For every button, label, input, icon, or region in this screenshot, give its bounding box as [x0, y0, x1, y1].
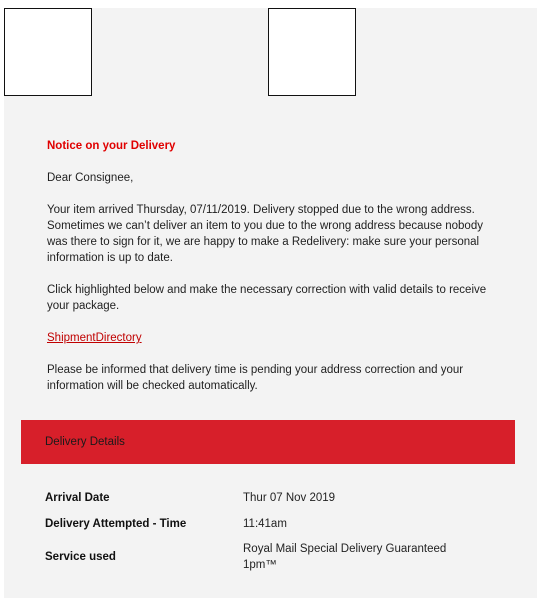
detail-value: 11:41am: [243, 518, 287, 530]
banner-title: Delivery Details: [45, 436, 125, 448]
detail-label: Arrival Date: [45, 492, 110, 504]
email-content: [47, 138, 492, 410]
shipment-directory-link[interactable]: ShipmentDirectory: [47, 332, 142, 344]
detail-label: Delivery Attempted - Time: [45, 518, 187, 530]
detail-value: Thur 07 Nov 2019: [243, 492, 336, 504]
instruction-paragraph: Click highlighted below and make the necessary correction with valid details to receive your package.: [47, 284, 487, 312]
arrival-paragraph: Your item arrived Thursday, 07/11/2019. Delivery stopped due to the wrong address. Sometimes we can’t deliver an item to you due to the wrong address because nobody was there to sign for it, we are happy to make a Redelivery: make sure your personal information is up to date.: [47, 204, 483, 264]
greeting: Dear Consignee,: [47, 172, 134, 184]
detail-row-service-used: [45, 540, 505, 574]
delivery-details-banner: [21, 420, 515, 464]
pending-paragraph: Please be informed that delivery time is pending your address correction and your information will be checked automatically.: [47, 364, 464, 392]
detail-value: Royal Mail Special Delivery Guaranteed 1pm™: [243, 543, 447, 571]
delivery-details-table: [45, 490, 505, 574]
broken-image-left: [4, 8, 92, 96]
detail-row-attempted-time: [45, 516, 505, 540]
broken-image-right: [268, 8, 356, 96]
notice-title: Notice on your Delivery: [47, 140, 176, 152]
detail-row-arrival-date: [45, 490, 505, 516]
detail-label: Service used: [45, 551, 116, 563]
